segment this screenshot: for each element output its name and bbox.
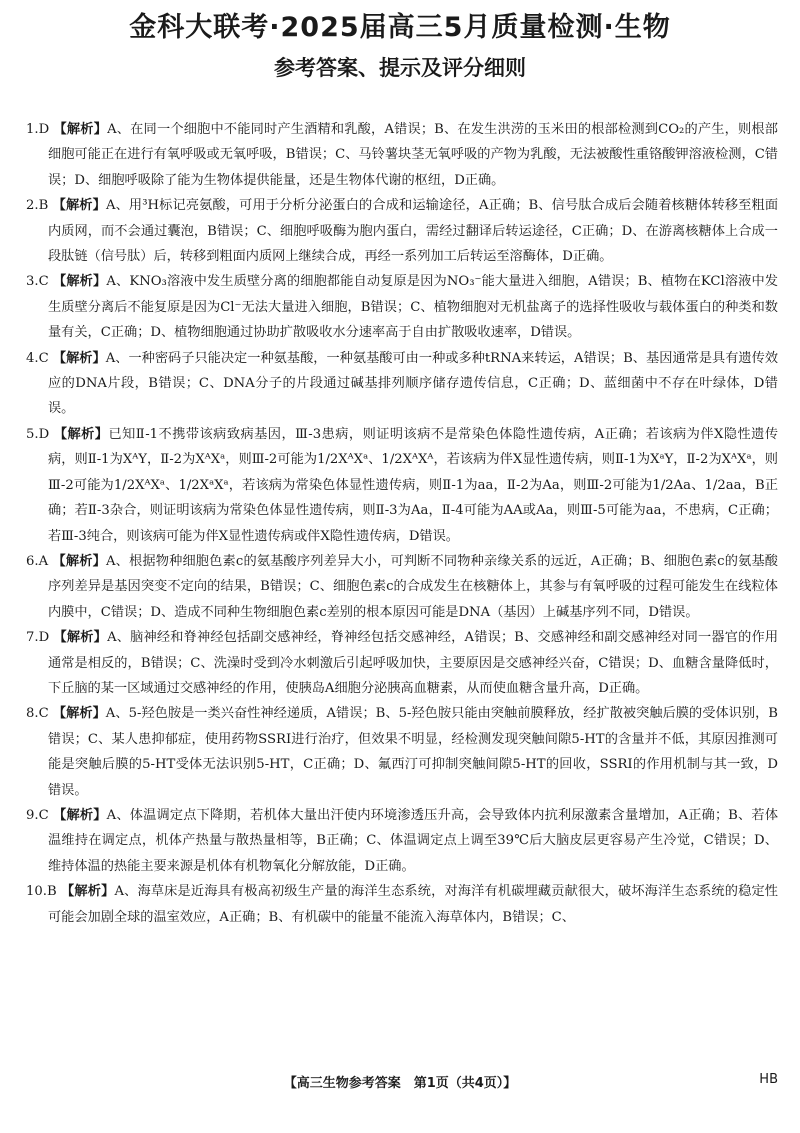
analysis-tag: 【解析】 xyxy=(53,274,107,290)
answer-number: 2.B xyxy=(26,198,49,214)
answer-number: 1.D xyxy=(26,122,50,137)
page-title: 金科大联考·2025届高三5月质量检测·生物 xyxy=(129,12,671,43)
answer-number: 6.A xyxy=(26,553,49,569)
analysis-tag: 【解析】 xyxy=(53,426,109,442)
answer-explanation: 已知Ⅱ-1不携带该病致病基因，Ⅲ-3患病，则证明该病不是常染色体隐性遗传病，A正确；若该病为伴X隐性遗传病，则Ⅱ-1为XᴬY，Ⅱ-2为XᴬXᵃ，则Ⅲ-2可能为1/2XᴬXᵃ、1/2XᴬXᴬ，若该病为伴X显性遗传病，则Ⅱ-1为XᵃY，Ⅱ-2为XᴬXᵃ，则Ⅲ-2可能为1/2XᴬXᵃ、1/2XᵃXᵃ，若该病为常染色体显性遗传病，则Ⅱ-1为aa，Ⅱ-2为Aa，则Ⅲ-2可能为1/2Aa、1/2aa，B正确；若Ⅱ-3杂合，则证明该病为常染色体显性遗传病，则Ⅱ-3为Aa，Ⅱ-4可能为AA或Aa，则Ⅲ-5可能为aa，不患病，C正确；若Ⅲ-3纯合，则该病可能为伴X显性遗传病或伴X隐性遗传病，D错误。 xyxy=(48,426,779,544)
answer-item xyxy=(26,422,778,549)
answer-item xyxy=(26,625,778,701)
analysis-tag: 【解析】 xyxy=(53,807,107,823)
analysis-tag: 【解析】 xyxy=(52,350,106,366)
answer-explanation: A、一种密码子只能决定一种氨基酸，一种氨基酸可由一种或多种tRNA来转运，A错误；B、基因通常是具有遗传效应的DNA片段，B错误；C、DNA分子的片段通过碱基排列顺序储存遗传信息，C正确；D、蓝细菌中不存在叶绿体，D错误。 xyxy=(48,350,779,417)
answer-number: 5.D xyxy=(26,426,50,442)
answer-item xyxy=(26,803,778,879)
answer-item xyxy=(26,879,778,930)
footer-page-label: 【高三生物参考答案 第1页（共4页）】 xyxy=(283,1076,517,1091)
answer-item xyxy=(26,117,778,193)
analysis-tag: 【解析】 xyxy=(52,706,106,722)
answer-number: 9.C xyxy=(26,807,49,823)
answer-list xyxy=(26,117,778,930)
answer-explanation: A、海草床是近海具有极高初级生产量的海洋生态系统，对海洋有机碳埋藏贡献很大，破坏海洋生态系统的稳定性可能会加剧全球的温室效应，A正确；B、有机碳中的能量不能流入海草体内，B错误；C、 xyxy=(48,884,778,925)
answer-explanation: A、用³H标记亮氨酸，可用于分析分泌蛋白的合成和运输途径，A正确；B、信号肽合成后会随着核糖体转移至粗面内质网，而不会通过囊泡，B错误；C、细胞呼吸酶为胞内蛋白，需经过翻译后转运途径，C正确；D、在游离核糖体上合成一段肽链（信号肽）后，转移到粗面内质网上继续合成，再经一系列加工后转运至溶酶体，D正确。 xyxy=(48,198,779,265)
answer-number: 7.D xyxy=(26,630,50,646)
answer-number: 8.C xyxy=(26,706,49,722)
page-footer xyxy=(0,1072,800,1096)
answer-item xyxy=(26,549,778,625)
answer-explanation: A、5-羟色胺是一类兴奋性神经递质，A错误；B、5-羟色胺只能由突触前膜释放，经扩散被突触后膜的受体识别，B错误；C、某人患抑郁症，使用药物SSRI进行治疗，但效果不明显，经检测发现突触间隙5-HT的含量并不低，其原因推测可能是突触后膜的5-HT受体无法识别5-HT，C正确；D、氟西汀可抑制突触间隙5-HT的回收，SSRI的作用机制与其一致，D错误。 xyxy=(48,706,779,798)
analysis-tag: 【解析】 xyxy=(53,630,108,646)
answer-explanation: A、KNO₃溶液中发生质壁分离的细胞都能自动复原是因为NO₃⁻能大量进入细胞，A错误；B、植物在KCl溶液中发生质壁分离后不能复原是因为Cl⁻无法大量进入细胞，B错误；C、植物细胞对无机盐离子的选择性吸收与载体蛋白的种类和数量有关，C正确；D、植物细胞通过协助扩散吸收水分速率高于自由扩散吸收速率，D错误。 xyxy=(48,274,778,341)
answer-explanation: A、根据物种细胞色素c的氨基酸序列差异大小，可判断不同物种亲缘关系的远近，A正确；B、细胞色素c的氨基酸序列差异是基因突变不定向的结果，B错误；C、细胞色素c的合成发生在核糖体上，其参与有氧呼吸的过程可能发生在线粒体内膜中，C错误；D、造成不同种生物细胞色素c差别的根本原因可能是DNA（基因）上碱基序列不同，D错误。 xyxy=(48,553,778,620)
answer-number: 10.B xyxy=(26,884,57,900)
answer-explanation: A、体温调定点下降期，若机体大量出汗使内环境渗透压升高，会导致体内抗利尿激素含量增加，A正确；B、若体温维持在调定点，机体产热量与散热量相等，B正确；C、体温调定点上调至39℃后大脑皮层更容易产生冷觉，C错误；D、维持体温的热能主要来源是机体有机物氧化分解放能，D正确。 xyxy=(48,807,779,874)
analysis-tag: 【解析】 xyxy=(52,553,106,569)
answer-explanation: A、在同一个细胞中不能同时产生酒精和乳酸，A错误；B、在发生洪涝的玉米田的根部检测到CO₂的产生，则根部细胞可能正在进行有氧呼吸或无氧呼吸，B错误；C、马铃薯块茎无氧呼吸的产物为乳酸，无法被酸性重铬酸钾溶液检测，C错误；D、细胞呼吸除了能为生物体提供能量，还是生物体代谢的枢纽，D正确。 xyxy=(48,122,778,188)
analysis-tag: 【解析】 xyxy=(53,122,108,137)
answer-explanation: A、脑神经和脊神经包括副交感神经，脊神经包括交感神经，A错误；B、交感神经和副交感神经对同一器官的作用通常是相反的，B错误；C、洗澡时受到冷水刺激后引起呼吸加快，主要原因是交感神经兴奋，C错误；D、血糖含量降低时，下丘脑的某一区域通过交感神经的作用，使胰岛A细胞分泌胰高血糖素，从而使血糖含量升高，D正确。 xyxy=(48,630,779,696)
analysis-tag: 【解析】 xyxy=(61,884,115,900)
footer-code: HB xyxy=(759,1072,778,1087)
answer-number: 4.C xyxy=(26,350,49,366)
analysis-tag: 【解析】 xyxy=(52,198,106,214)
answer-number: 3.C xyxy=(26,274,49,290)
answer-item xyxy=(26,701,778,803)
answer-item xyxy=(26,269,778,345)
answer-item xyxy=(26,193,778,269)
page-subtitle: 参考答案、提示及评分细则 xyxy=(274,56,526,80)
answer-item xyxy=(26,346,778,422)
